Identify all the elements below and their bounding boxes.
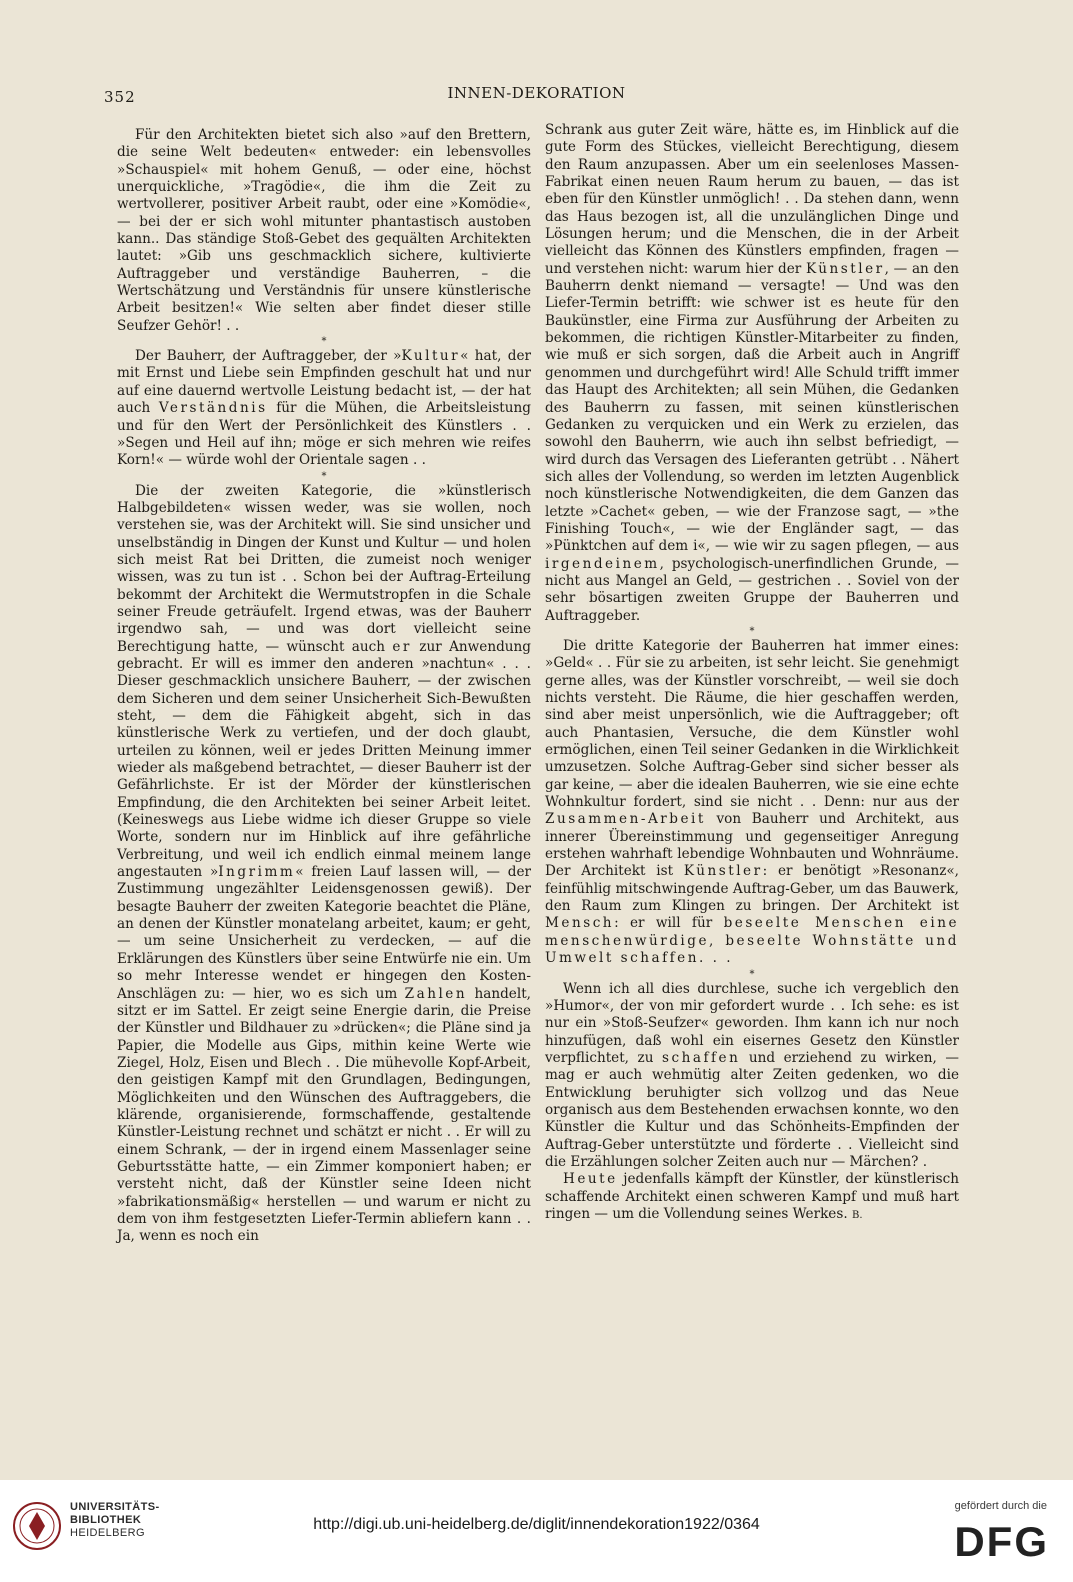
paragraph: Der Bauherr, der Auftraggeber, der »Kultur« hat, der mit Ernst und Liebe sein Empfinden geschult hat und nur auf eine dauernd wertvolle Leistung bedacht ist, — der hat auch Verständnis für die Mühen, die Arbeitsleistung und für den Wert der Persönlichkeit des Künstlers . . »Segen und Heil auf ihn; möge er sich mehren wie reifes Korn!« — würde wohl der Orientale sagen . . bbox=[117, 348, 532, 469]
paragraph: Die dritte Kategorie der Bauherren hat immer eines: »Geld« . . Für sie zu arbeiten, ist sehr leicht. Sie genehmigt gerne alles, was der Künstler vorschreibt, — weil sie doch nichts versteht. Die Räume, die hier geschaffen werden, sind aber meist unpersönlich, wie die Auftraggeber; oft auch Phantasien, Versuche, die dem Künstler wohl ermöglichen, einen Teil seiner Gedanken in die Wirklichkeit umzusetzen. Solche Auftrag-Geber sind sicher besser als gar keine, — aber die idealen Bauherren, wie sie eine echte Wohnkultur fordert, sind sie nicht . . Denn: nur aus der Zusammen-Arbeit von Bauherr und Architekt, aus innerer Übereinstimmung und gegenseitiger Anregung erstehen wahrhaft lebendige Wohnbauten und Wohnräume. Der Architekt ist Künstler: er benötigt »Resonanz«, feinfühlig mitschwingende Auftrag-Geber, um das Bauwerk, den Raum zum Klingen zu bringen. Der Architekt ist Mensch: er will für beseelte Menschen eine menschenwürdige, beseelte Wohnstätte und Umwelt schaffen. . . bbox=[545, 637, 959, 967]
running-title: INNEN-DEKORATION bbox=[447, 84, 626, 102]
author-signature: B. bbox=[851, 1209, 863, 1221]
paragraph: Für den Architekten bietet sich also »auf den Brettern, die seine Welt bedeuten« entweder: ein lebensvolles »Schauspiel« mit hohem Genuß, — oder eine, höchst unerquickliche, »Tragödie«, die ihm die Zeit zu wertvollerer, positiver Arbeit raubt, oder eine »Komödie«, — bei der er sich wohl mitunter phantastisch austoben kann.. Das ständige Stoß-Gebet des gequälten Architekten lautet: »Gib uns geschmacklich sichere, kultivierte Auftraggeber und verständige Bauherren, – die Wertschätzung und Verständnis für unsere künstlerische Arbeit besitzen!« Wie selten aber findet dieser stille Seufzer Gehör! . . bbox=[117, 127, 531, 334]
paragraph: Schrank aus guter Zeit wäre, hätte es, im Hinblick auf die gute Form des Stückes, vielleicht Berechtigung, diesem den Raum anzupassen. Aber um ein seelenloses Massen-Fabrikat einen neuen Raum herum zu bauen, — das ist eben für den Künstler unmöglich! . . Da stehen dann, wenn das Haus bezogen ist, all die unzulänglichen Dinge und Lösungen herum; und die Menschen, die in der Arbeit vielleicht das Können des Künstlers empfinden, fragen — und verstehen nicht: warum hier der Künstler, — an den Bauherrn denkt niemand — versagte! — Und was den Liefer-Termin betrifft: wie schwer ist es heute für den Baukünstler, eine Firma zur Ausführung der Arbeiten zu bekommen, die richtigen Künstler-Mitarbeiter zu finden, wie muß er sich sorgen, daß die Arbeit auch in Angriff genommen und durchgeführt wird! Alle Schuld trifft immer das Haupt des Architekten; all sein Mühen, die Gedanken des Bauherrn zu fassen, mit seinen künstlerischen Gedanken zu verquicken und ein Werk zu erzielen, das sowohl den Bauherrn, wie auch ihn selbst befriedigt, — wird durch das Versagen des Lieferanten getrübt . . Nähert sich alles der Vollendung, so werden im letzten Augenblick noch künstlerische Notwendigkeiten, die dem Ganzen das letzte »Cachet« geben, — wie der Franzose sagt, — »the Finishing Touch«, — wie der Engländer sagt, — das »Pünktchen auf dem i«, — wie wir zu sagen pflegen, — aus irgendeinem, psychologisch-unerfindlichen Grunde, — nicht aus Mangel an Geld, — gestrichen . . Soviel von der sehr bösartigen zweiten Gruppe der Bauherren und Auftraggeber. bbox=[545, 122, 959, 624]
paragraph: Wenn ich all dies durchlese, suche ich vergeblich den »Humor«, der von mir gefordert wurde . . Ich sehe: es ist nur ein »Stoß-Seufzer« geworden. Ihm kann ich nur noch hinzufügen, daß wohl ein eisernes Gesetz den Künstler verpflichtet, zu schaffen und erziehend zu wirken, — mag er auch wehmütig alter Zeiten gedenken, wo die Entwicklung beruhigter sich vollzog und das Neue organisch aus dem Bestehenden erwachsen konnte, wo den Künstler die Kultur und das Schönheits-Empfinden der Auftrag-Geber unterstützte und förderte . . Vielleicht sind die Erzählungen solcher Zeiten auch nur — Märchen? . bbox=[545, 980, 959, 1170]
institution-name: UNIVERSITÄTS- BIBLIOTHEK HEIDELBERG bbox=[70, 1501, 160, 1539]
left-column bbox=[117, 127, 531, 1246]
section-separator: * bbox=[749, 625, 755, 637]
funding-note: gefördert durch die bbox=[954, 1500, 1047, 1512]
source-url[interactable]: http://digi.ub.uni-heidelberg.de/diglit/innendekoration1922/0364 bbox=[313, 1516, 760, 1533]
section-separator: * bbox=[321, 336, 327, 348]
section-separator: * bbox=[749, 968, 755, 980]
page-number: 352 bbox=[104, 88, 136, 106]
paragraph: Die der zweiten Kategorie, die »künstlerisch Halbgebildeten« wissen weder, was sie wollen, noch verstehen sie, was der Architekt will. Sie sind unsicher und unselbständig in Dingen der Kunst und Kultur — und holen sich meist Rat bei Dritten, die zumeist noch weniger wissen, was zu tun ist . . Schon bei der Auftrag-Erteilung bekommt der Architekt die Wermutstropfen in die Schale seiner Freude geträufelt. Irgend etwas, was der Bauherr irgendwo sah, — und was dort vielleicht seine Berechtigung hatte, — wünscht auch er zur Anwendung gebracht. Er will es immer den anderen »nachtun« . . . Dieser geschmacklich unsichere Bauherr, — der zwischen dem Sicheren und dem seiner Unsicherheit Sich-Bewußten steht, — dem die Fähigkeit abgeht, sich in das künstlerische Werk zu vertiefen, und der doch glaubt, urteilen zu können, weil er jedes Dritten Meinung immer wieder als maßgebend betrachtet, — dieser Bauherr ist der Gefährlichste. Er ist der Mörder der künstlerischen Empfindung, die den Architekten bei seiner Arbeit leitet. (Keineswegs aus Liebe widme ich dieser Gruppe so viele Worte, sondern nur im Hinblick auf ihre gefährliche Verbreitung, und weil ich endlich einmal meinem lange angestauten »Ingrimm« freien Lauf lassen will, — der Zustimmung ungezählter Leidensgenossen gewiß). Der besagte Bauherr der zweiten Kategorie beachtet die Pläne, an denen der Künstler monatelang arbeitet, kaum; er geht, — um seine Unsicherheit zu verdecken, — auf die Erklärungen des Künstlers über seine Entwürfe nie ein. Um so mehr Interesse wendet er hingegen den Kosten-Anschlägen zu: — hier, wo es sich um Zahlen handelt, sitzt er im Sattel. Er zeigt seine Energie darin, die Preise der Künstler und Bildhauer zu »drücken«; die Pläne sind ja Papier, die Modelle aus Gips, mithin keine Werte wie Ziegel, Holz, Eisen und Blech . . Die mühevolle Kopf-Arbeit, den geistigen Kampf mit den Grundlagen, Bedingungen, Möglichkeiten und den Wünschen des Auftraggebers, die klärende, organisierende, formschaffende, gestaltende Künstler-Leistung rechnet und schätzt er nicht . . Er will zu einem Schrank, — der in irgend einem Massenlager seine Geburtsstätte hatte, — ein Zimmer komponiert haben; er versteht nicht, daß der Künstler seine Ideen nicht »fabrikationsmäßig« herstellen — und warum er nicht zu dem von ihm festgesetzten Liefer-Termin abliefern kann . . Ja, wenn es noch ein bbox=[117, 482, 531, 1245]
section-separator: * bbox=[321, 470, 327, 482]
footer-bar bbox=[0, 1480, 1073, 1582]
right-column bbox=[545, 122, 959, 1224]
dfg-logo: DFG bbox=[954, 1518, 1049, 1565]
paragraph: Heute jedenfalls kämpft der Künstler, der künstlerisch schaffende Architekt einen schweren Kampf und muß hart ringen — um die Vollendung seines Werkes. B. bbox=[545, 1171, 959, 1222]
